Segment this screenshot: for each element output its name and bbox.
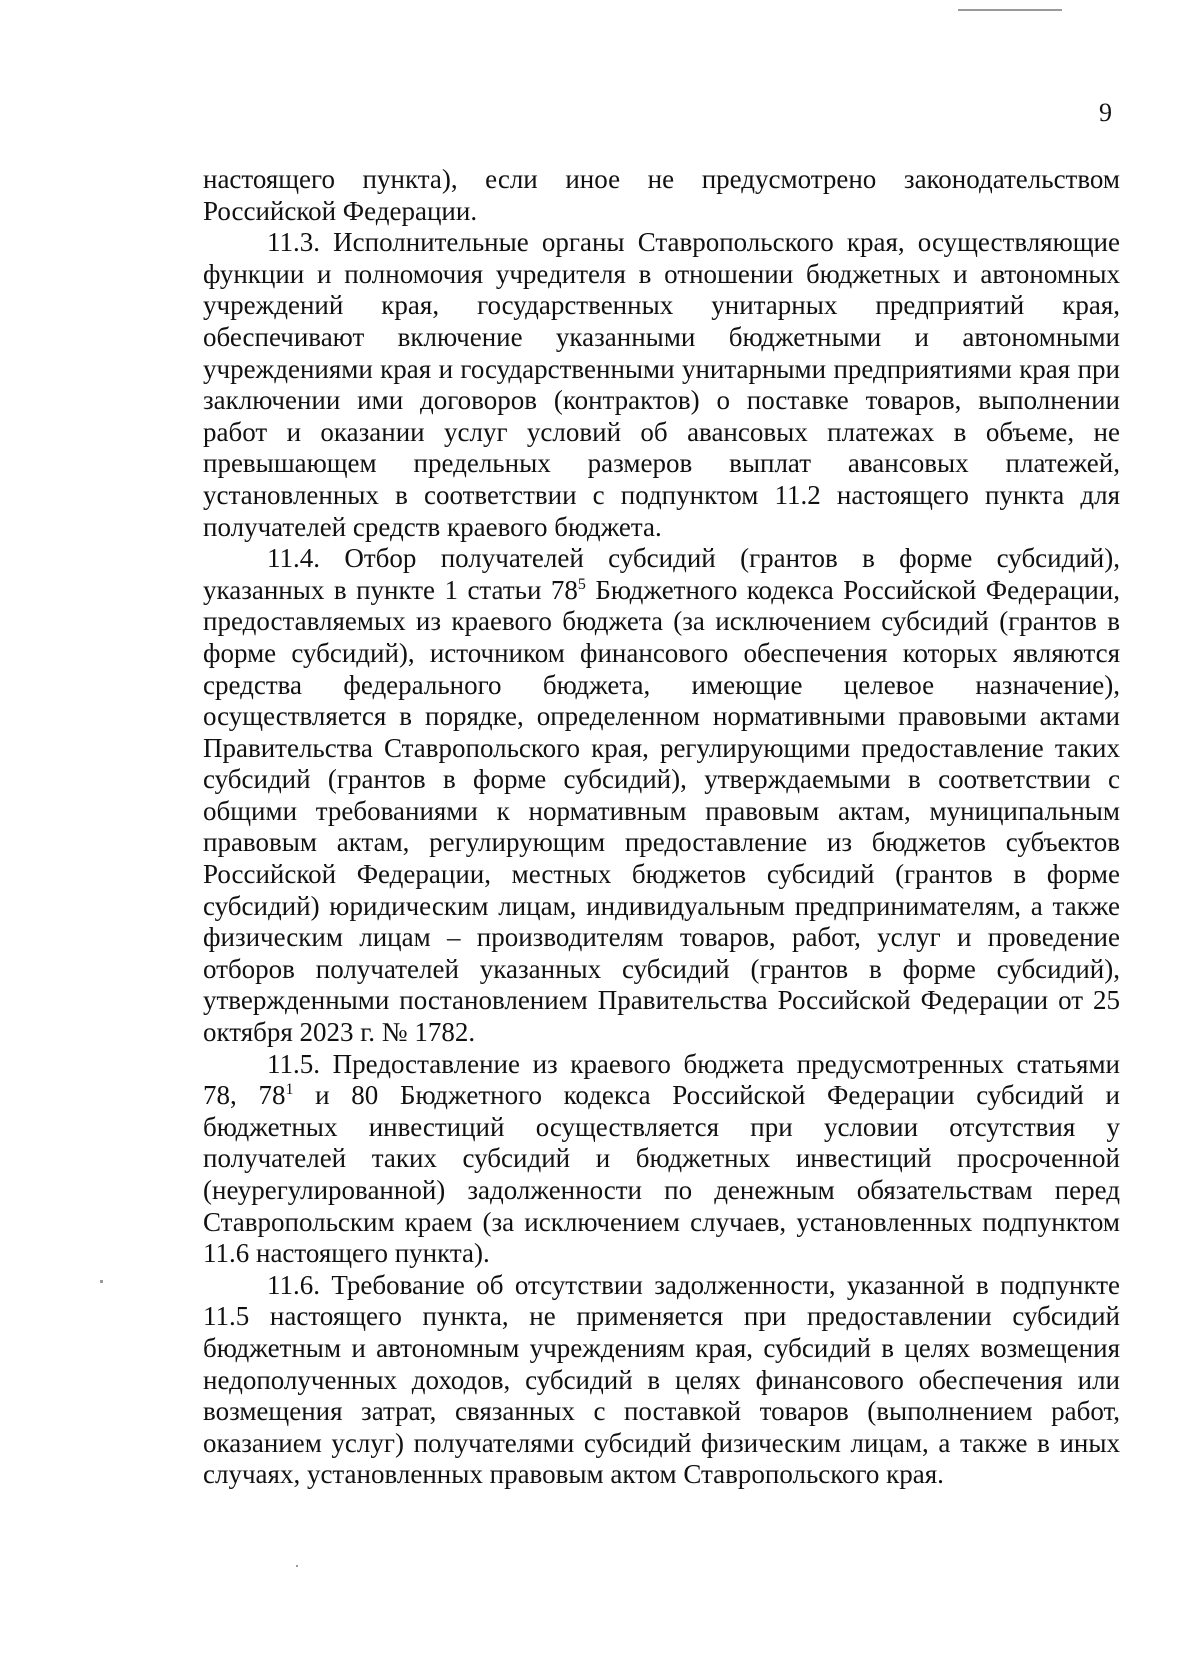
paragraph-text: 11.3. Исполнительные органы Ставропольского края, осуществляющие функции и полномочия учредителя в отношении бюджетных и автономных учреждений края, государственных унитарных предприятий края, обеспечивают включение указанными бюджетными и автономными учреждениями края и государственными унитарными предприятиями края при заключении ими договоров (контрактов) о поставке товаров, выполнении работ и оказании услуг условий об авансовых платежах в объеме, не превышающем предельных размеров выплат авансовых платежей, установленных в соответствии с подпунктом 11.2 настоящего пункта для получателей средств краевого бюджета. (203, 227, 1120, 542)
article-superscript: 1 (285, 1081, 294, 1099)
scan-mark (100, 1280, 103, 1283)
scan-mark (296, 1565, 298, 1567)
paragraph-11-3 (203, 227, 1120, 543)
article-superscript: 5 (577, 575, 586, 593)
paragraph-text: настоящего пункта), если иное не предусмотрено законодательством Российской Федерации. (203, 164, 1120, 226)
scan-mark (958, 9, 1062, 11)
paragraph-continuation (203, 164, 1120, 227)
paragraph-11-4 (203, 543, 1120, 1049)
paragraph-text: 11.4. Отбор получателей субсидий (грантов в форме субсидий), указанных в пункте 1 статьи 78 (203, 543, 1120, 605)
paragraph-11-5 (203, 1049, 1120, 1270)
paragraph-text: Бюджетного кодекса Российской Федерации, предоставляемых из краевого бюджета (за исключением субсидий (грантов в форме субсидий), источником финансового обеспечения которых являются средства федерального бюджета, имеющие целевое назначение), осуществляется в порядке, определенном нормативными правовыми актами Правительства Ставропольского края, регулирующими предоставление таких субсидий (грантов в форме субсидий), утверждаемыми в соответствии с общими требованиями к нормативным правовым актам, муниципальным правовым актам, регулирующим предоставление из бюджетов субъектов Российской Федерации, местных бюджетов субсидий (грантов в форме субсидий) юридическим лицам, индивидуальным предпринимателям, а также физическим лицам – производителям товаров, работ, услуг и проведение отборов получателей указанных субсидий (грантов в форме субсидий), утвержденными постановлением Правительства Российской Федерации от 25 октября 2023 г. № 1782. (203, 574, 1120, 1048)
page-number: 9 (1099, 98, 1112, 127)
paragraph-text: 11.5. Предоставление из краевого бюджета предусмотренных статьями 78, 78 (203, 1048, 1120, 1111)
document-body (203, 164, 1120, 1491)
paragraph-text: 11.6. Требование об отсутствии задолженности, указанной в подпункте 11.5 настоящего пункта, не применяется при предоставлении субсидий бюджетным и автономным учреждениям края, субсидий в целях возмещения недополученных доходов, субсидий в целях финансового обеспечения или возмещения затрат, связанных с поставкой товаров (выполнением работ, оказанием услуг) получателями субсидий физическим лицам, а также в иных случаях, установленных правовым актом Ставропольского края. (203, 1269, 1120, 1490)
paragraph-11-6 (203, 1270, 1120, 1491)
paragraph-text: и 80 Бюджетного кодекса Российской Федерации субсидий и бюджетных инвестиций осуществляется при условии отсутствия у получателей таких субсидий и бюджетных инвестиций просроченной (неурегулированной) задолженности по денежным обязательствам перед Ставропольским краем (за исключением случаев, установленных подпунктом 11.6 настоящего пункта). (203, 1080, 1120, 1269)
